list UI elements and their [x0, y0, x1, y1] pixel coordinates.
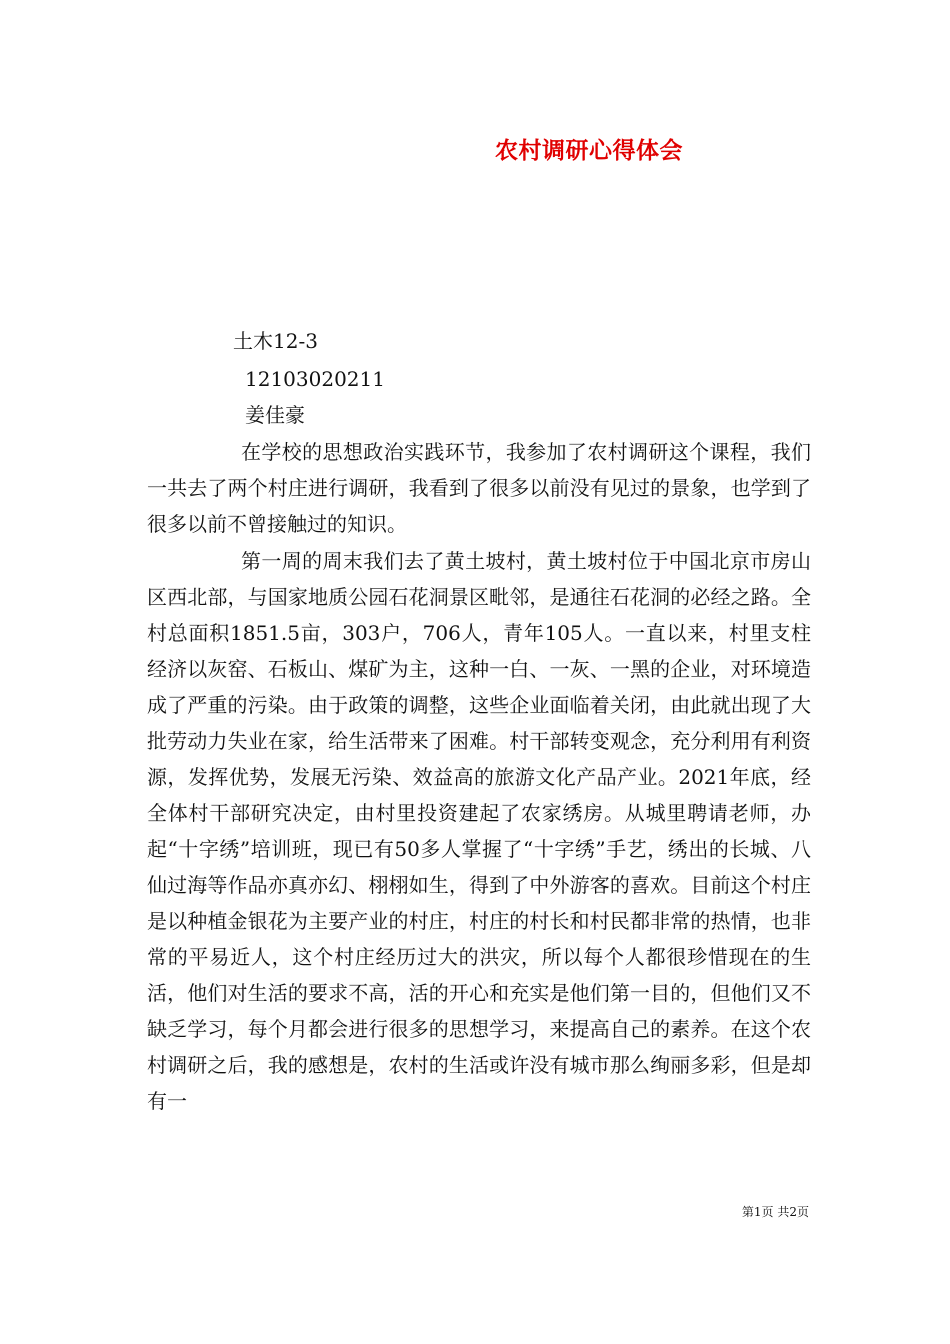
class-name: 土木12-3 — [233, 329, 318, 353]
page-footer: 第1页 共2页 — [741, 1205, 809, 1219]
document-title: 农村调研心得体会 — [495, 138, 683, 164]
body-paragraph: 在学校的思想政治实践环节，我参加了农村调研这个课程，我们一共去了两个村庄进行调研，我看到了很多以前没有见过的景象，也学到了很多以前不曾接触过的知识。 — [147, 440, 811, 536]
student-id: 12103020211 — [245, 367, 385, 391]
author-name: 姜佳豪 — [245, 403, 305, 427]
body-paragraph: 第一周的周末我们去了黄土坡村，黄土坡村位于中国北京市房山区西北部，与国家地质公园石花洞景区毗邻，是通往石花洞的必经之路。全村总面积1851.5亩，303户，706人，青年105人。一直以来，村里支柱经济以灰窑、石板山、煤矿为主，这种一白、一灰、一黑的企业，对环境造成了严重的污染。由于政策的调整，这些企业面临着关闭，由此就出现了大批劳动力失业在家，给生活带来了困难。村干部转变观念，充分利用有利资源，发挥优势，发展无污染、效益高的旅游文化产品产业。2021年底，经全体村干部研究决定，由村里投资建起了农家绣房。从城里聘请老师，办起“十字绣”培训班，现已有50多人掌握了“十字绣”手艺，绣出的长城、八仙过海等作品亦真亦幻、栩栩如生，得到了中外游客的喜欢。目前这个村庄是以种植金银花为主要产业的村庄，村庄的村长和村民都非常的热情，也非常的平易近人，这个村庄经历过大的洪灾，所以每个人都很珍惜现在的生活，他们对生活的要求不高，活的开心和充实是他们第一目的，但他们又不缺乏学习，每个月都会进行很多的思想学习，来提高自己的素养。在这个农村调研之后，我的感想是，农村的生活或许没有城市那么绚丽多彩，但是却有一 — [147, 549, 811, 1113]
